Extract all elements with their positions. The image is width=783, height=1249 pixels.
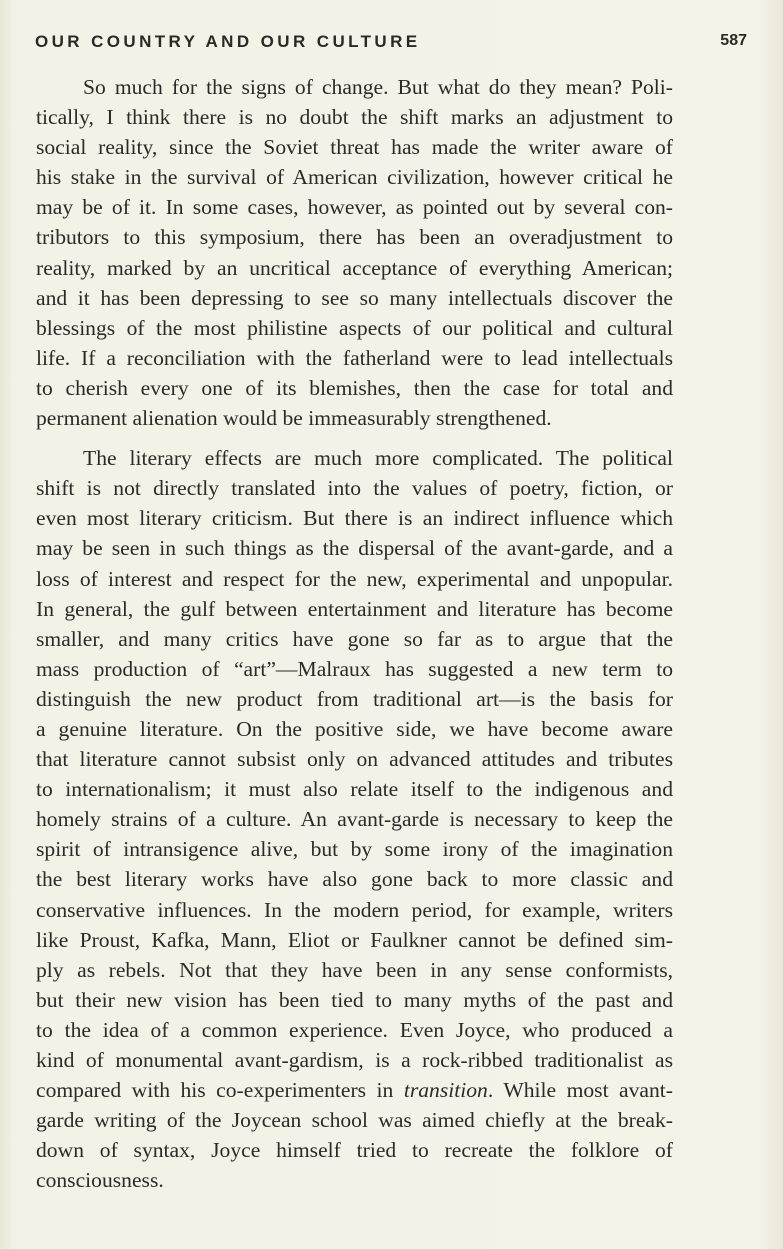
text-line: smaller, and many critics have gone so far as to argue that the [36,626,673,651]
italic-journal-title: transition [403,1078,488,1103]
text-line: So much for the signs of change. But what do they mean? Poli- [83,75,673,99]
text-line: but their new vision has been tied to many myths of the past and [36,987,673,1012]
text-line: consciousness. [36,1168,164,1193]
text-line: kind of monumental avant-gardism, is a rock-ribbed traditionalist as [36,1048,673,1072]
text-line: reality, marked by an uncritical acceptance of everything American; [36,255,673,280]
paragraph-2 [36,443,673,1195]
text-line: tically, I think there is no doubt the shift marks an adjustment to [36,105,673,130]
text-line: to cherish every one of its blemishes, then the case for total and [36,375,673,400]
text-line: spirit of intransigence alive, but by some irony of the imagination [36,837,673,862]
paragraph-1 [36,72,673,433]
text-line: homely strains of a culture. An avant-garde is necessary to keep the [36,807,673,832]
text-line: a genuine literature. On the positive side, we have become aware [36,716,673,741]
text-line: to internationalism; it must also relate itself to the indigenous and [36,777,673,802]
text-line: to the idea of a common experience. Even Joyce, who produced a [36,1017,673,1042]
text-line: ply as rebels. Not that they have been in any sense conformists, [36,957,673,982]
text-line: garde writing of the Joycean school was aimed chiefly at the break- [36,1108,673,1133]
running-title: OUR COUNTRY AND OUR CULTURE [35,32,421,51]
text-line: conservative influences. In the modern period, for example, writers [36,897,673,922]
text-line: even most literary criticism. But there is an indirect influence which [36,506,673,531]
body-text [36,72,673,1195]
text-line: The literary effects are much more complicated. The political [83,446,673,471]
text-line: loss of interest and respect for the new, experimental and unpopular. [36,566,673,591]
text-line: mass production of “art”—Malraux has suggested a new term to [36,656,673,681]
text-line: distinguish the new product from traditional art—is the basis for [36,686,673,711]
page-number: 587 [720,32,747,49]
text-line: that literature cannot subsist only on advanced attitudes and tributes [36,747,673,772]
text-line: the best literary works have also gone back to more classic and [36,867,673,892]
text-fragment: compared with his co-experimenters in [36,1078,404,1103]
text-line: social reality, since the Soviet threat has made the writer aware of [36,135,673,160]
text-line: his stake in the survival of American civilization, however critical he [36,165,673,190]
text-line: may be of it. In some cases, however, as pointed out by several con- [36,195,673,220]
text-fragment: . While most avant- [487,1078,673,1103]
text-line: shift is not directly translated into the values of poetry, fiction, or [36,476,673,501]
text-line: may be seen in such things as the dispersal of the avant-garde, and a [36,536,673,561]
text-line: permanent alienation would be immeasurably strengthened. [36,406,552,431]
running-head [35,32,747,58]
text-line: down of syntax, Joyce himself tried to recreate the folklore of [36,1138,673,1163]
text-line: and it has been depressing to see so many intellectuals discover the [36,285,673,310]
text-line: like Proust, Kafka, Mann, Eliot or Faulkner cannot be defined sim- [36,927,673,952]
text-line: In general, the gulf between entertainment and literature has become [36,596,673,621]
text-line: tributors to this symposium, there has been an overadjustment to [36,225,673,250]
text-line: life. If a reconciliation with the fatherland were to lead intellectuals [36,345,673,370]
text-line-with-italic-title [36,1075,673,1105]
text-line: blessings of the most philistine aspects of our political and cultural [36,315,673,340]
